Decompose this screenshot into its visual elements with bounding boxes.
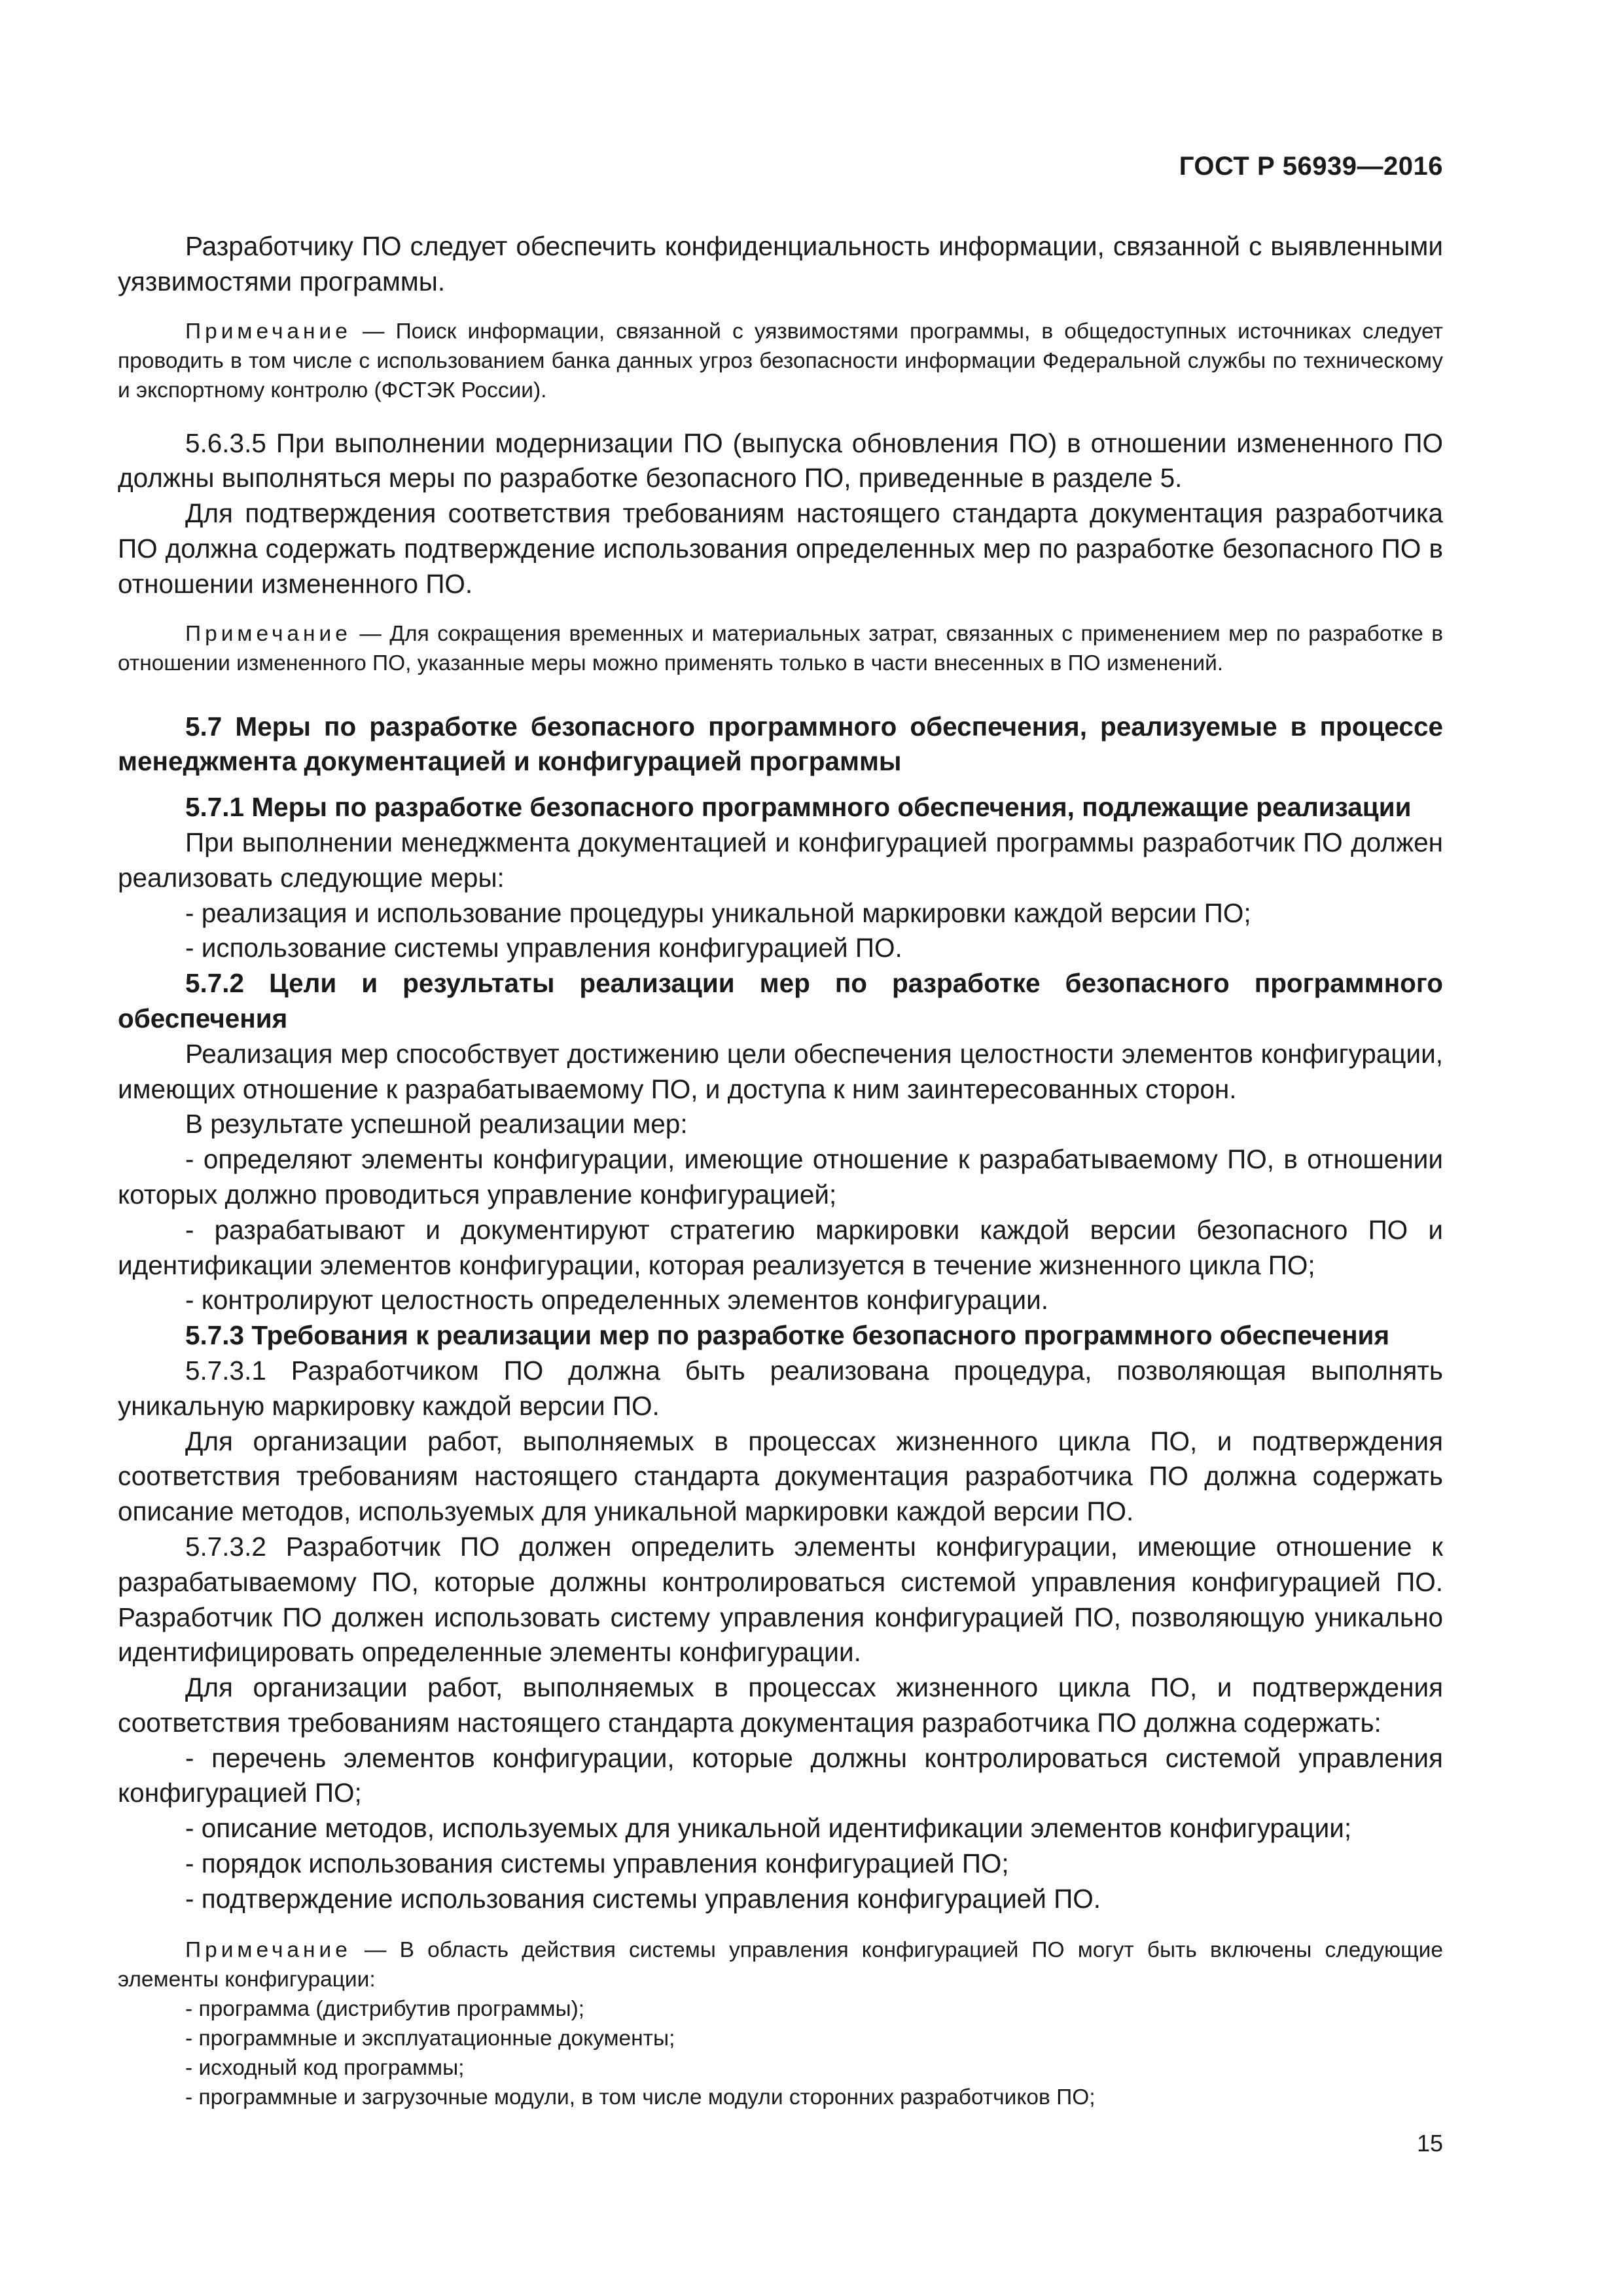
subsection-heading-5-7-3: 5.7.3 Требования к реализации мер по разработке безопасного программного обеспечения xyxy=(185,1320,1390,1351)
list-item: - подтверждение использования системы управления конфигурацией ПО. xyxy=(185,1883,1101,1914)
note xyxy=(118,317,1443,405)
note-list-item: - программные и эксплуатационные документы; xyxy=(185,2026,675,2051)
note-text: — Для сокращения временных и материальных затрат, связанных с применением мер по разработке в отношении измененного ПО, указанные меры можно применять только в части внесенных в ПО изменений. xyxy=(118,621,1443,675)
note-list-item: - программные и загрузочные модули, в том числе модули сторонних разработчиков ПО; xyxy=(185,2085,1096,2109)
note xyxy=(118,619,1443,678)
note-list-item: - исходный код программы; xyxy=(185,2055,465,2080)
list-item: - порядок использования системы управления конфигурацией ПО; xyxy=(185,1848,1009,1879)
note-label: Примечание xyxy=(185,1937,351,1962)
document-header: ГОСТ Р 56939—2016 xyxy=(1179,152,1443,181)
note-label: Примечание xyxy=(185,621,351,646)
document-body xyxy=(118,137,1443,2112)
note-text: — Поиск информации, связанной с уязвимостями программы, в общедоступных источниках следует проводить в том числе с использованием банка данных угроз безопасности информации Федеральной службы по техническому и экспортному контролю (ФСТЭК России). xyxy=(118,319,1443,403)
paragraph: Реализация мер способствует достижению цели обеспечения целостности элементов конфигурации, имеющих отношение к разрабатываемому ПО, и доступа к ним заинтересованных сторон. xyxy=(118,1038,1443,1104)
paragraph: 5.6.3.5 При выполнении модернизации ПО (выпуска обновления ПО) в отношении измененного ПО должны выполняться меры по разработке безопасного ПО, приведенные в разделе 5. xyxy=(118,427,1443,493)
paragraph: Для подтверждения соответствия требованиям настоящего стандарта документация разработчика ПО должна содержать подтверждение использования определенных мер по разработке безопасного ПО в отношении измененного ПО. xyxy=(118,498,1443,599)
page-number: 15 xyxy=(1416,2130,1443,2157)
note-paragraph xyxy=(118,1935,1443,1994)
note-text: — В область действия системы управления конфигурацией ПО могут быть включены следующие элементы конфигурации: xyxy=(118,1937,1443,1992)
paragraph: При выполнении менеджмента документацией и конфигурацией программы разработчик ПО должен реализовать следующие меры: xyxy=(118,827,1443,893)
list-item: - реализация и использование процедуры уникальной маркировки каждой версии ПО; xyxy=(185,897,1251,928)
note-list-item: - программа (дистрибутив программы); xyxy=(185,1996,585,2021)
list-item: - определяют элементы конфигурации, имеющие отношение к разрабатываемому ПО, в отношении которых должно проводиться управление конфигурацией; xyxy=(118,1144,1443,1210)
paragraph: 5.7.3.1 Разработчиком ПО должна быть реализована процедура, позволяющая выполнять уникальную маркировку каждой версии ПО. xyxy=(118,1355,1443,1421)
paragraph: В результате успешной реализации мер: xyxy=(185,1109,688,1139)
subsection-heading-5-7-1: 5.7.1 Меры по разработке безопасного программного обеспечения, подлежащие реализации xyxy=(185,792,1412,823)
paragraph: Для организации работ, выполняемых в процессах жизненного цикла ПО, и подтверждения соответствия требованиям настоящего стандарта документация разработчика ПО должна содержать: xyxy=(118,1672,1443,1738)
list-item: - использование системы управления конфигурацией ПО. xyxy=(185,933,902,963)
list-item: - описание методов, используемых для уникальной идентификации элементов конфигурации; xyxy=(185,1813,1352,1844)
section-heading-5-7: 5.7 Меры по разработке безопасного программного обеспечения, реализуемые в процессе менеджмента документацией и конфигурацией программы xyxy=(118,711,1443,777)
list-item: - контролируют целостность определенных элементов конфигурации. xyxy=(185,1285,1049,1316)
note-label: Примечание xyxy=(185,319,351,344)
list-item: - перечень элементов конфигурации, которые должны контролироваться системой управления конфигурацией ПО; xyxy=(118,1742,1443,1808)
paragraph: Разработчику ПО следует обеспечить конфиденциальность информации, связанной с выявленными уязвимостями программы. xyxy=(118,231,1443,296)
subsection-heading-5-7-2: 5.7.2 Цели и результаты реализации мер по разработке безопасного программного обеспечения xyxy=(118,968,1443,1033)
paragraph: 5.7.3.2 Разработчик ПО должен определить элементы конфигурации, имеющие отношение к разрабатываемому ПО, которые должны контролироваться системой управления конфигурацией ПО. Разработчик ПО должен использовать систему управления конфигурацией ПО, позволяющую уникально идентифицировать определенные элементы конфигурации. xyxy=(118,1531,1443,1668)
note xyxy=(118,1935,1443,2112)
list-item: - разрабатывают и документируют стратегию маркировки каждой версии безопасного ПО и идентификации элементов конфигурации, которая реализуется в течение жизненного цикла ПО; xyxy=(118,1214,1443,1280)
paragraph: Для организации работ, выполняемых в процессах жизненного цикла ПО, и подтверждения соответствия требованиям настоящего стандарта документация разработчика ПО должна содержать описание методов, используемых для уникальной маркировки каждой версии ПО. xyxy=(118,1426,1443,1527)
